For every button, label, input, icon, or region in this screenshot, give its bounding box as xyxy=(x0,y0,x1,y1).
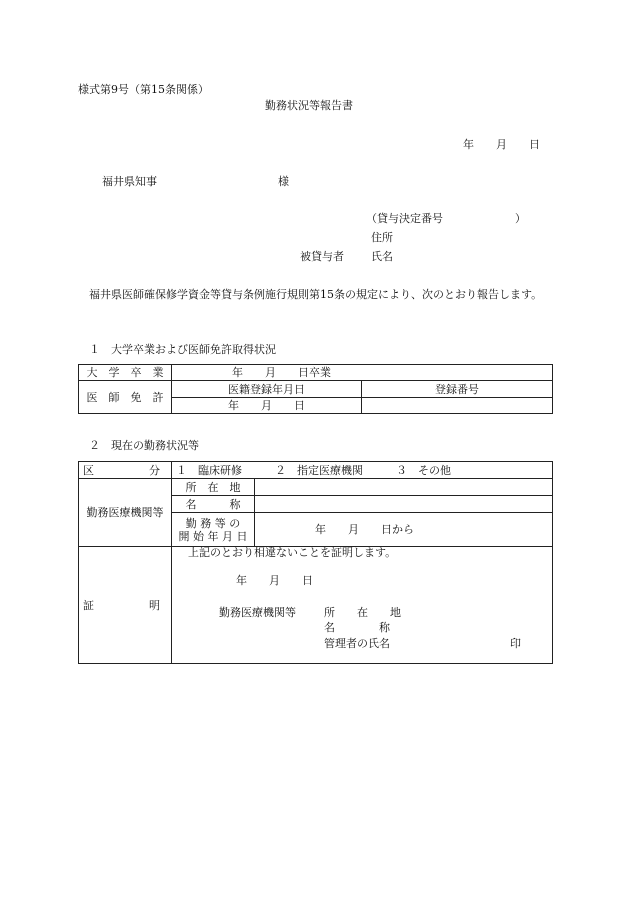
certification-date: 年 月 日 xyxy=(236,574,313,587)
body-paragraph: 福井県医師確保修学資金等貸与条例施行規則第15条の規定により、次のとおり報告します。 xyxy=(89,288,543,301)
decision-number-label: （貸与決定番号 xyxy=(366,212,443,225)
certification-statement: 上記のとおり相違ないことを証明します。 xyxy=(188,546,397,559)
seal-mark: 印 xyxy=(510,637,521,650)
start-date-value: 年 月 日から xyxy=(255,513,553,547)
borrower-label: 被貸与者 xyxy=(300,250,344,263)
registration-number-header: 登録番号 xyxy=(362,381,553,398)
registration-number-value[interactable] xyxy=(362,398,553,414)
education-license-table xyxy=(78,364,553,414)
start-date-label-line2: 開 始 年 月 日 xyxy=(178,529,248,543)
category-options: １ 臨床研修 ２ 指定医療機関 ３ その他 xyxy=(172,462,553,479)
certification-name-label: 名 称 xyxy=(324,621,390,634)
section2-heading: ２ 現在の勤務状況等 xyxy=(89,439,199,452)
addressee-name: 福井県知事 xyxy=(102,175,157,188)
institution-name-label: 名 称 xyxy=(172,496,255,513)
decision-number-close: ） xyxy=(515,212,526,225)
start-date-label-line1: 勤 務 等 の xyxy=(185,516,241,530)
certification-cell xyxy=(172,547,553,664)
certification-label: 証 明 xyxy=(79,547,172,664)
registration-date-header: 医籍登録年月日 xyxy=(172,381,362,398)
document-title: 勤務状況等報告書 xyxy=(265,99,353,112)
certification-institution-label: 勤務医療機関等 xyxy=(219,606,296,619)
graduation-label: 大 学 卒 業 xyxy=(79,365,172,381)
name-label: 氏名 xyxy=(371,250,393,263)
license-label: 医 師 免 許 xyxy=(79,381,172,414)
graduation-value: 年 月 日卒業 xyxy=(172,365,553,381)
start-date-label xyxy=(172,513,255,547)
address-label: 住所 xyxy=(371,231,393,244)
location-value[interactable] xyxy=(255,479,553,496)
form-number: 様式第9号（第15条関係） xyxy=(78,83,209,96)
institution-name-value[interactable] xyxy=(255,496,553,513)
certification-manager-label: 管理者の氏名 xyxy=(324,637,390,650)
location-label: 所 在 地 xyxy=(172,479,255,496)
registration-date-value: 年 月 日 xyxy=(172,398,362,414)
institution-label: 勤務医療機関等 xyxy=(79,479,172,547)
section1-heading: １ 大学卒業および医師免許取得状況 xyxy=(89,343,276,356)
certification-location-label: 所 在 地 xyxy=(324,606,401,619)
report-date: 年 月 日 xyxy=(463,138,540,151)
work-status-table xyxy=(78,461,553,664)
category-label: 区 分 xyxy=(79,462,172,479)
addressee-honorific: 様 xyxy=(278,175,289,188)
